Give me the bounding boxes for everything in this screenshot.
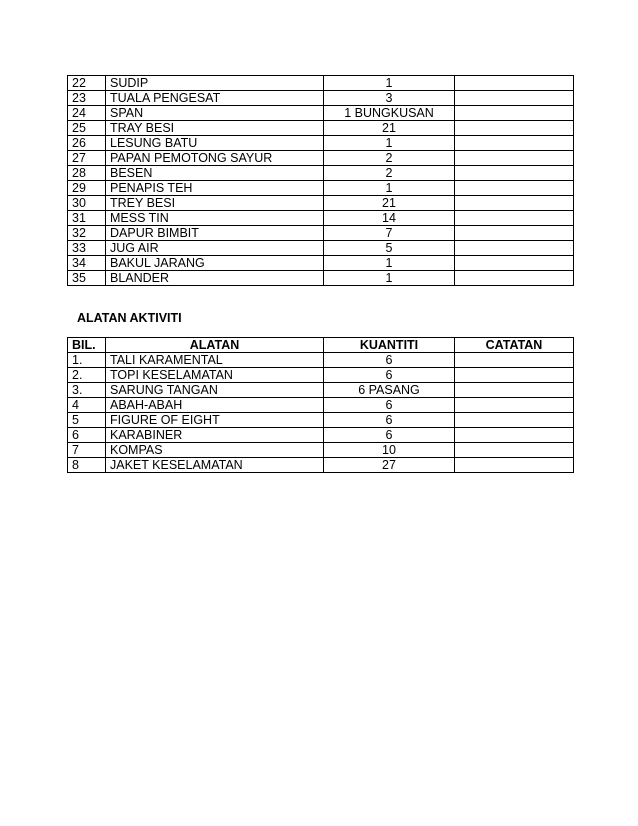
cell-quantity: 6 <box>324 368 455 383</box>
cell-number: 31 <box>68 211 106 226</box>
table-row <box>68 181 574 196</box>
cell-quantity: 1 <box>324 256 455 271</box>
cell-number: 6 <box>68 428 106 443</box>
cell-quantity: 10 <box>324 443 455 458</box>
cell-note <box>455 106 574 121</box>
cell-note <box>455 398 574 413</box>
cell-quantity: 14 <box>324 211 455 226</box>
table-row <box>68 443 574 458</box>
cell-note <box>455 353 574 368</box>
inventory-table-body <box>68 76 574 286</box>
cell-number: 25 <box>68 121 106 136</box>
cell-item-name: TREY BESI <box>106 196 324 211</box>
table-row <box>68 121 574 136</box>
table-row <box>68 166 574 181</box>
cell-quantity: 1 <box>324 271 455 286</box>
cell-number: 3. <box>68 383 106 398</box>
cell-item-name: TUALA PENGESAT <box>106 91 324 106</box>
table-row <box>68 256 574 271</box>
table-row <box>68 458 574 473</box>
cell-item-name: SUDIP <box>106 76 324 91</box>
cell-quantity: 6 <box>324 353 455 368</box>
cell-number: 29 <box>68 181 106 196</box>
cell-number: 32 <box>68 226 106 241</box>
cell-number: 1. <box>68 353 106 368</box>
table-row <box>68 211 574 226</box>
cell-note <box>455 211 574 226</box>
cell-quantity: 2 <box>324 166 455 181</box>
table-row <box>68 226 574 241</box>
cell-item-name: TRAY BESI <box>106 121 324 136</box>
cell-quantity: 1 <box>324 136 455 151</box>
cell-item-name: BLANDER <box>106 271 324 286</box>
cell-item-name: JUG AIR <box>106 241 324 256</box>
table-row <box>68 196 574 211</box>
cell-quantity: 3 <box>324 91 455 106</box>
inventory-table-continued <box>67 75 574 286</box>
table-row <box>68 76 574 91</box>
table-row <box>68 428 574 443</box>
cell-note <box>455 413 574 428</box>
cell-item-name: SARUNG TANGAN <box>106 383 324 398</box>
cell-quantity: 6 PASANG <box>324 383 455 398</box>
table-header-row <box>68 338 574 353</box>
header-alatan: ALATAN <box>106 338 324 353</box>
cell-note <box>455 136 574 151</box>
cell-quantity: 5 <box>324 241 455 256</box>
table-row <box>68 353 574 368</box>
cell-item-name: TOPI KESELAMATAN <box>106 368 324 383</box>
cell-item-name: ABAH-ABAH <box>106 398 324 413</box>
cell-note <box>455 241 574 256</box>
cell-quantity: 27 <box>324 458 455 473</box>
cell-item-name: BAKUL JARANG <box>106 256 324 271</box>
cell-note <box>455 166 574 181</box>
cell-item-name: SPAN <box>106 106 324 121</box>
table-row <box>68 91 574 106</box>
cell-number: 2. <box>68 368 106 383</box>
cell-note <box>455 121 574 136</box>
cell-item-name: PAPAN PEMOTONG SAYUR <box>106 151 324 166</box>
cell-number: 4 <box>68 398 106 413</box>
cell-note <box>455 181 574 196</box>
cell-note <box>455 196 574 211</box>
cell-note <box>455 226 574 241</box>
cell-number: 24 <box>68 106 106 121</box>
cell-item-name: PENAPIS TEH <box>106 181 324 196</box>
table-row <box>68 241 574 256</box>
cell-quantity: 21 <box>324 121 455 136</box>
cell-item-name: DAPUR BIMBIT <box>106 226 324 241</box>
cell-number: 33 <box>68 241 106 256</box>
cell-number: 35 <box>68 271 106 286</box>
header-catatan: CATATAN <box>455 338 574 353</box>
cell-number: 8 <box>68 458 106 473</box>
cell-note <box>455 428 574 443</box>
table-row <box>68 151 574 166</box>
cell-note <box>455 271 574 286</box>
cell-note <box>455 256 574 271</box>
table-row <box>68 106 574 121</box>
cell-number: 26 <box>68 136 106 151</box>
header-bil: BIL. <box>68 338 106 353</box>
activity-equipment-body <box>68 353 574 473</box>
cell-quantity: 1 <box>324 76 455 91</box>
cell-number: 30 <box>68 196 106 211</box>
cell-note <box>455 151 574 166</box>
cell-quantity: 21 <box>324 196 455 211</box>
cell-note <box>455 91 574 106</box>
cell-note <box>455 443 574 458</box>
cell-number: 7 <box>68 443 106 458</box>
cell-item-name: MESS TIN <box>106 211 324 226</box>
cell-item-name: TALI KARAMENTAL <box>106 353 324 368</box>
table-row <box>68 383 574 398</box>
cell-item-name: JAKET KESELAMATAN <box>106 458 324 473</box>
table-row <box>68 368 574 383</box>
cell-note <box>455 383 574 398</box>
cell-note <box>455 76 574 91</box>
table-row <box>68 413 574 428</box>
cell-number: 27 <box>68 151 106 166</box>
cell-number: 28 <box>68 166 106 181</box>
cell-quantity: 6 <box>324 428 455 443</box>
cell-quantity: 2 <box>324 151 455 166</box>
cell-quantity: 1 BUNGKUSAN <box>324 106 455 121</box>
cell-item-name: KOMPAS <box>106 443 324 458</box>
cell-number: 34 <box>68 256 106 271</box>
cell-quantity: 1 <box>324 181 455 196</box>
cell-item-name: FIGURE OF EIGHT <box>106 413 324 428</box>
cell-number: 23 <box>68 91 106 106</box>
cell-number: 22 <box>68 76 106 91</box>
table-row <box>68 398 574 413</box>
activity-equipment-table <box>67 337 574 473</box>
table-row <box>68 136 574 151</box>
table-row <box>68 271 574 286</box>
cell-note <box>455 368 574 383</box>
cell-item-name: BESEN <box>106 166 324 181</box>
section-title: ALATAN AKTIVITI <box>77 311 182 325</box>
cell-note <box>455 458 574 473</box>
header-kuantiti: KUANTITI <box>324 338 455 353</box>
cell-item-name: LESUNG BATU <box>106 136 324 151</box>
cell-quantity: 6 <box>324 398 455 413</box>
cell-number: 5 <box>68 413 106 428</box>
cell-quantity: 6 <box>324 413 455 428</box>
cell-item-name: KARABINER <box>106 428 324 443</box>
cell-quantity: 7 <box>324 226 455 241</box>
